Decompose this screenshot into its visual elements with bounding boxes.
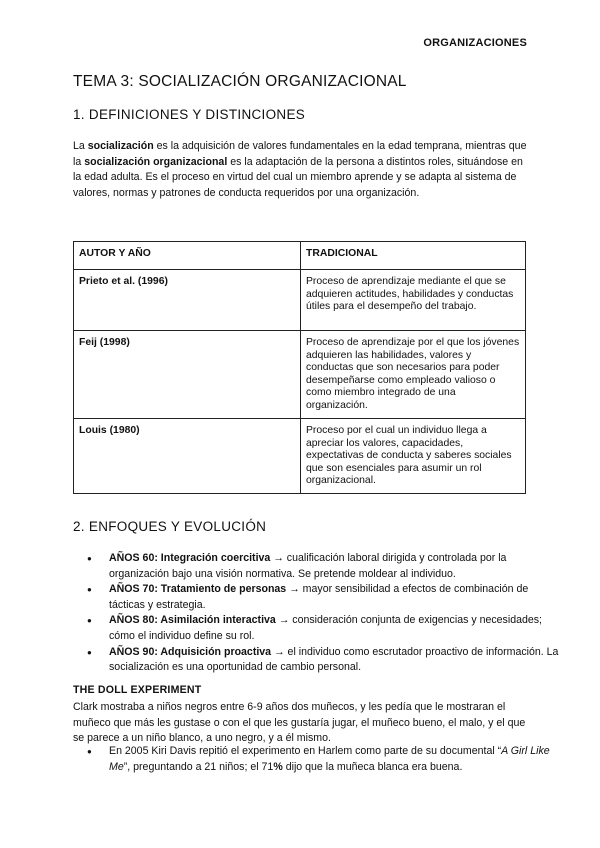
doll-experiment-heading: THE DOLL EXPERIMENT bbox=[73, 684, 202, 696]
table-cell-author: Feij (1998) bbox=[74, 331, 301, 419]
list-item bbox=[109, 613, 564, 644]
list-item-text: ”, preguntando a 21 niños; el 71 bbox=[123, 760, 274, 773]
term-socializacion: socialización bbox=[87, 140, 154, 152]
intro-paragraph bbox=[73, 139, 533, 201]
table-row bbox=[74, 419, 526, 494]
documentary-title: A Girl Like Me bbox=[109, 745, 550, 773]
list-item-text: → mayor sensibilidad a efectos de combinación de tácticas y estrategia. bbox=[109, 583, 529, 611]
list-item-label: AÑOS 80: Asimilación interactiva bbox=[109, 614, 276, 627]
list-item-label: AÑOS 70: Tratamiento de personas bbox=[109, 583, 287, 596]
list-item-text: En 2005 Kiri Davis repitió el experimento en Harlem como parte de su documental “ bbox=[109, 745, 502, 757]
table-header-author: AUTOR Y AÑO bbox=[74, 242, 301, 270]
table-row bbox=[74, 270, 526, 331]
list-item bbox=[109, 645, 564, 676]
list-item-text: → el individuo como escrutador proactivo de información. La socialización es una oportunidad de cambio personal. bbox=[109, 645, 559, 674]
intro-text: es la adaptación de la persona a distintos roles, situándose en la edad adulta. Es el proceso en virtud del cual un miembro aprende y se adapta al sistema de valores, normas y patrones de conducta requeridos por una organización. bbox=[73, 155, 523, 199]
definitions-table bbox=[73, 241, 526, 494]
table-row bbox=[74, 331, 526, 419]
intro-text: es la adquisición de valores fundamentales en la edad temprana, mientras que la bbox=[73, 140, 527, 168]
table-cell-author: Prieto et al. (1996) bbox=[74, 270, 301, 331]
list-item bbox=[109, 744, 564, 775]
doll-experiment-paragraph: Clark mostraba a niños negros entre 6-9 años dos muñecos, y les pedía que le mostraran el muñeco que más les gustase o con el que les gustaría jugar, el muñeco bueno, el malo, y el que se parece a un niño blanco, a uno negro, y a él mismo. bbox=[73, 701, 526, 744]
list-item-label: AÑOS 90: Adquisición proactiva bbox=[109, 645, 272, 658]
table-cell-definition: Proceso por el cual un individuo llega a apreciar los valores, capacidades, expectativas de conducta y saberes sociales que son esenciales para asumir un rol organizacional. bbox=[301, 419, 526, 494]
table-cell-definition: Proceso de aprendizaje mediante el que se adquieren actitudes, habilidades y conductas útiles para el desempeño del trabajo. bbox=[301, 270, 526, 331]
doll-experiment-list bbox=[73, 744, 564, 775]
list-item bbox=[109, 551, 564, 582]
table-cell-definition: Proceso de aprendizaje por el que los jóvenes adquieren las habilidades, valores y conductas que son necesarios para poder desempeñarse como empleado valioso o como miembro integrado de una organización. bbox=[301, 331, 526, 419]
list-item-text: dijo que la muñeca blanca era buena. bbox=[282, 760, 463, 773]
list-item-label: AÑOS 60: Integración coercitiva bbox=[109, 552, 271, 564]
percent-sign: % bbox=[273, 760, 283, 773]
table-header-definition: TRADICIONAL bbox=[301, 242, 526, 270]
section-heading-enfoques: 2. ENFOQUES Y EVOLUCIÓN bbox=[73, 519, 267, 534]
page-title: TEMA 3: SOCIALIZACIÓN ORGANIZACIONAL bbox=[73, 73, 407, 90]
running-header: ORGANIZACIONES bbox=[423, 37, 527, 49]
intro-text: La bbox=[73, 140, 88, 152]
list-item-text: → consideración conjunta de exigencias y necesidades; cómo el individuo define su rol. bbox=[109, 614, 542, 642]
table-header-row bbox=[74, 242, 526, 270]
list-item-text: → cualificación laboral dirigida y controlada por la organización bajo una visión normativa. Se pretende moldear al individuo. bbox=[109, 552, 507, 580]
term-socializacion-organizacional: socialización organizacional bbox=[84, 155, 228, 168]
table-cell-author: Louis (1980) bbox=[74, 419, 301, 494]
approaches-list bbox=[73, 551, 564, 676]
list-item bbox=[109, 582, 564, 613]
section-heading-definiciones: 1. DEFINICIONES Y DISTINCIONES bbox=[73, 107, 306, 122]
